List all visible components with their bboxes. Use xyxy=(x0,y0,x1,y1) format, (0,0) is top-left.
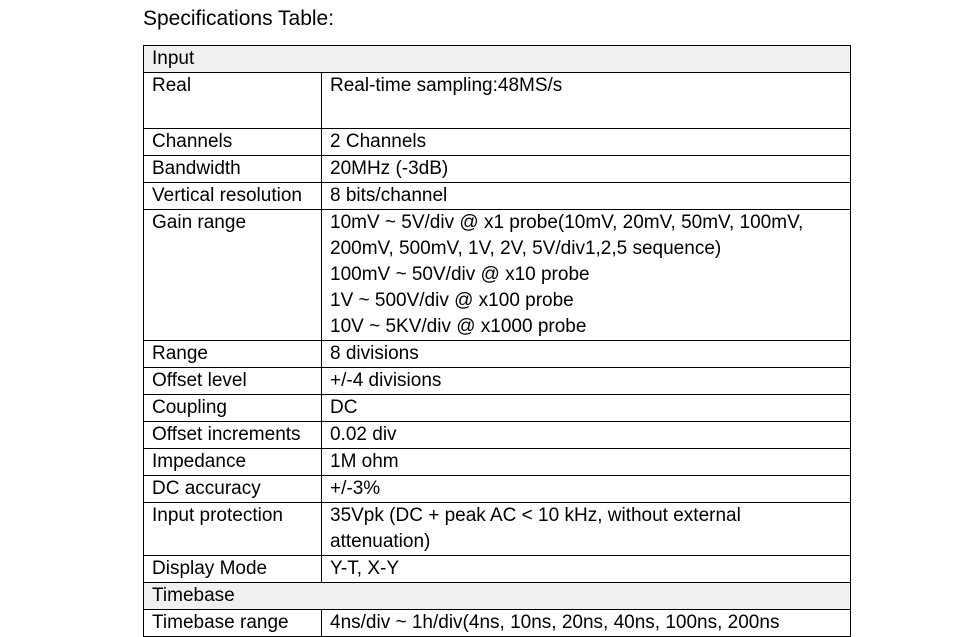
section-header: Input xyxy=(144,46,851,73)
table-row xyxy=(144,341,851,368)
table-row xyxy=(144,129,851,156)
spec-value: 8 divisions xyxy=(322,341,851,368)
table-row xyxy=(144,156,851,183)
table-row xyxy=(144,422,851,449)
spec-value: 2 Channels xyxy=(322,129,851,156)
spec-name: Offset level xyxy=(144,368,322,395)
spec-name: Offset increments xyxy=(144,422,322,449)
table-row xyxy=(144,210,851,341)
page-title: Specifications Table: xyxy=(143,7,335,30)
spec-value: 0.02 div xyxy=(322,422,851,449)
spec-name: Bandwidth xyxy=(144,156,322,183)
table-row xyxy=(144,556,851,583)
spec-name: Real xyxy=(144,73,322,129)
spec-name: Input protection xyxy=(144,503,322,556)
spec-value: 10mV ~ 5V/div @ x1 probe(10mV, 20mV, 50mV, 100mV, 200mV, 500mV, 1V, 2V, 5V/div1,2,5 sequence) 100mV ~ 50V/div @ x10 probe 1V ~ 500V/div @ x100 probe 10V ~ 5KV/div @ x1000 probe xyxy=(322,210,851,341)
table-row xyxy=(144,368,851,395)
table-row xyxy=(144,183,851,210)
spec-value: 1M ohm xyxy=(322,449,851,476)
spec-value: 8 bits/channel xyxy=(322,183,851,210)
spec-value: 20MHz (-3dB) xyxy=(322,156,851,183)
section-header-row xyxy=(144,583,851,610)
spec-value: Y-T, X-Y xyxy=(322,556,851,583)
spec-name: Timebase range xyxy=(144,610,322,637)
spec-name: DC accuracy xyxy=(144,476,322,503)
spec-value: DC xyxy=(322,395,851,422)
spec-value: 35Vpk (DC + peak AC < 10 kHz, without external attenuation) xyxy=(322,503,851,556)
spec-name: Range xyxy=(144,341,322,368)
spec-value: 4ns/div ~ 1h/div(4ns, 10ns, 20ns, 40ns, 100ns, 200ns xyxy=(322,610,851,637)
spec-value: Real-time sampling:48MS/s xyxy=(322,73,851,129)
table-row xyxy=(144,449,851,476)
spec-value: +/-4 divisions xyxy=(322,368,851,395)
table-row xyxy=(144,395,851,422)
table-row xyxy=(144,476,851,503)
specifications-table xyxy=(143,45,851,637)
section-header: Timebase xyxy=(144,583,851,610)
table-row xyxy=(144,73,851,129)
spec-value: +/-3% xyxy=(322,476,851,503)
section-header-row xyxy=(144,46,851,73)
spec-name: Vertical resolution xyxy=(144,183,322,210)
spec-name: Gain range xyxy=(144,210,322,341)
table-row xyxy=(144,503,851,556)
spec-name: Impedance xyxy=(144,449,322,476)
spec-name: Coupling xyxy=(144,395,322,422)
spec-name: Channels xyxy=(144,129,322,156)
spec-name: Display Mode xyxy=(144,556,322,583)
table-row xyxy=(144,610,851,637)
